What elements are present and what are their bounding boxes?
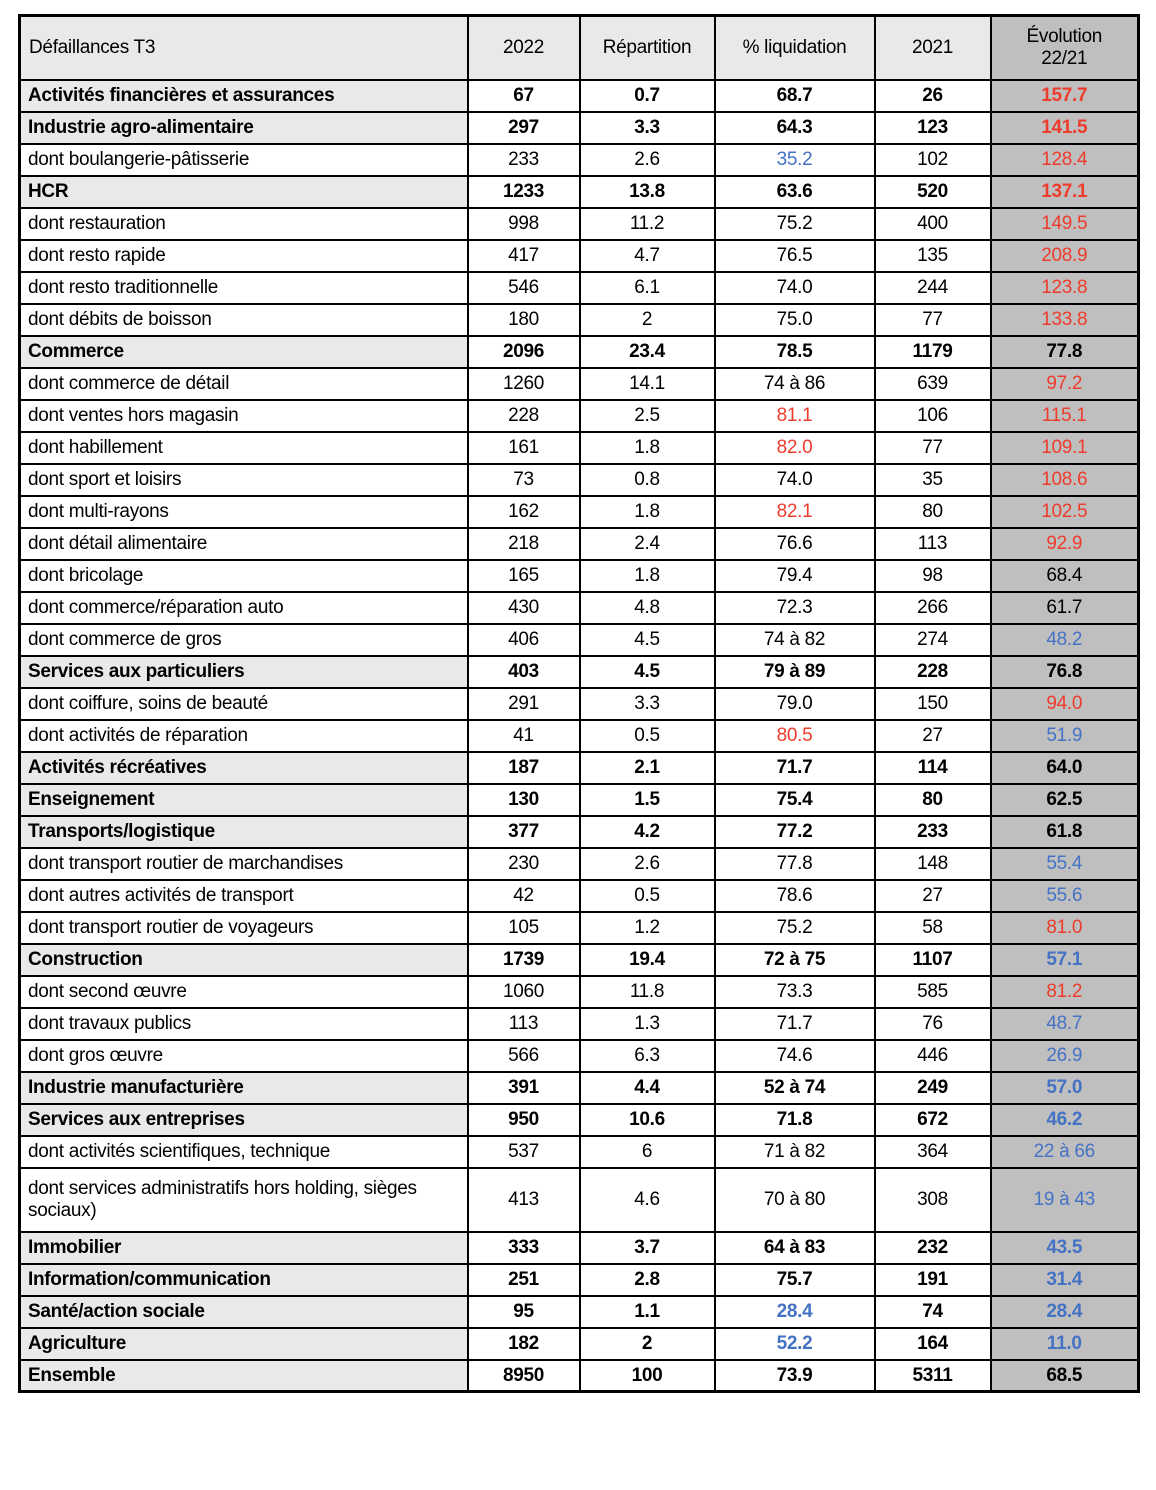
- table-row-category: [20, 336, 1139, 368]
- column-header-defaillances-t3: Défaillances T3: [20, 16, 468, 80]
- repartition-cell: 2.1: [580, 752, 715, 784]
- table-row: [20, 272, 1139, 304]
- table-row: [20, 848, 1139, 880]
- liquidation-cell: 63.6: [715, 176, 875, 208]
- table-row: [20, 912, 1139, 944]
- value-2021-cell: 446: [875, 1040, 991, 1072]
- column-header-evolution-22-21: [991, 16, 1139, 80]
- value-2022-cell: 1739: [468, 944, 580, 976]
- repartition-cell: 19.4: [580, 944, 715, 976]
- evolution-cell: 61.7: [991, 592, 1139, 624]
- value-2021-cell: 308: [875, 1168, 991, 1232]
- value-2022-cell: 413: [468, 1168, 580, 1232]
- evolution-cell: 55.4: [991, 848, 1139, 880]
- value-2021-cell: 639: [875, 368, 991, 400]
- value-2021-cell: 77: [875, 432, 991, 464]
- liquidation-cell: 82.1: [715, 496, 875, 528]
- table-row: [20, 144, 1139, 176]
- repartition-cell: 2.6: [580, 144, 715, 176]
- table-row-category: [20, 1232, 1139, 1264]
- value-2022-cell: 430: [468, 592, 580, 624]
- repartition-cell: 6.3: [580, 1040, 715, 1072]
- evolution-cell: 31.4: [991, 1264, 1139, 1296]
- evolution-cell: 26.9: [991, 1040, 1139, 1072]
- value-2022-cell: 230: [468, 848, 580, 880]
- sector-cell: Enseignement: [20, 784, 468, 816]
- evolution-cell: 81.2: [991, 976, 1139, 1008]
- value-2022-cell: 1060: [468, 976, 580, 1008]
- table-row-category: [20, 1264, 1139, 1296]
- repartition-cell: 4.4: [580, 1072, 715, 1104]
- table-row: [20, 1168, 1139, 1232]
- sector-cell: dont transport routier de voyageurs: [20, 912, 468, 944]
- value-2021-cell: 58: [875, 912, 991, 944]
- evolution-cell: 157.7: [991, 80, 1139, 112]
- table-row-category: [20, 112, 1139, 144]
- value-2021-cell: 27: [875, 720, 991, 752]
- repartition-cell: 14.1: [580, 368, 715, 400]
- sector-cell: dont resto traditionnelle: [20, 272, 468, 304]
- value-2021-cell: 585: [875, 976, 991, 1008]
- value-2021-cell: 76: [875, 1008, 991, 1040]
- sector-cell: dont commerce/réparation auto: [20, 592, 468, 624]
- value-2021-cell: 400: [875, 208, 991, 240]
- evolution-cell: 46.2: [991, 1104, 1139, 1136]
- liquidation-cell: 70 à 80: [715, 1168, 875, 1232]
- liquidation-cell: 74 à 82: [715, 624, 875, 656]
- value-2021-cell: 5311: [875, 1360, 991, 1392]
- liquidation-cell: 52.2: [715, 1328, 875, 1360]
- value-2022-cell: 403: [468, 656, 580, 688]
- evolution-cell: 68.5: [991, 1360, 1139, 1392]
- evolution-cell: 94.0: [991, 688, 1139, 720]
- sector-cell: dont restauration: [20, 208, 468, 240]
- sector-cell: dont gros œuvre: [20, 1040, 468, 1072]
- value-2021-cell: 106: [875, 400, 991, 432]
- repartition-cell: 4.2: [580, 816, 715, 848]
- sector-cell: dont sport et loisirs: [20, 464, 468, 496]
- liquidation-cell: 72 à 75: [715, 944, 875, 976]
- repartition-cell: 6: [580, 1136, 715, 1168]
- evolution-cell: 141.5: [991, 112, 1139, 144]
- table-row: [20, 208, 1139, 240]
- sector-cell: dont bricolage: [20, 560, 468, 592]
- sector-cell: dont activités de réparation: [20, 720, 468, 752]
- repartition-cell: 2: [580, 304, 715, 336]
- evolution-cell: 77.8: [991, 336, 1139, 368]
- value-2021-cell: 520: [875, 176, 991, 208]
- table-row: [20, 528, 1139, 560]
- sector-cell: dont autres activités de transport: [20, 880, 468, 912]
- value-2021-cell: 27: [875, 880, 991, 912]
- sector-cell: dont ventes hors magasin: [20, 400, 468, 432]
- value-2021-cell: 114: [875, 752, 991, 784]
- repartition-cell: 2.5: [580, 400, 715, 432]
- liquidation-cell: 74.0: [715, 272, 875, 304]
- liquidation-cell: 74.6: [715, 1040, 875, 1072]
- evolution-cell: 137.1: [991, 176, 1139, 208]
- liquidation-cell: 81.1: [715, 400, 875, 432]
- value-2021-cell: 26: [875, 80, 991, 112]
- value-2021-cell: 135: [875, 240, 991, 272]
- value-2021-cell: 35: [875, 464, 991, 496]
- evolution-header-line2: 22/21: [1041, 47, 1088, 69]
- defaillances-table: [18, 14, 1140, 1393]
- sector-cell: dont activités scientifiques, technique: [20, 1136, 468, 1168]
- evolution-cell: 76.8: [991, 656, 1139, 688]
- sector-cell: dont resto rapide: [20, 240, 468, 272]
- sector-cell: Commerce: [20, 336, 468, 368]
- value-2021-cell: 164: [875, 1328, 991, 1360]
- repartition-cell: 2.8: [580, 1264, 715, 1296]
- evolution-cell: 92.9: [991, 528, 1139, 560]
- sector-cell: Information/communication: [20, 1264, 468, 1296]
- repartition-cell: 0.8: [580, 464, 715, 496]
- liquidation-cell: 73.9: [715, 1360, 875, 1392]
- value-2022-cell: 95: [468, 1296, 580, 1328]
- table-row-category: [20, 816, 1139, 848]
- repartition-cell: 3.3: [580, 688, 715, 720]
- liquidation-cell: 28.4: [715, 1296, 875, 1328]
- value-2021-cell: 228: [875, 656, 991, 688]
- evolution-cell: 61.8: [991, 816, 1139, 848]
- table-row: [20, 880, 1139, 912]
- sector-cell: Services aux particuliers: [20, 656, 468, 688]
- sector-cell: Industrie agro-alimentaire: [20, 112, 468, 144]
- table-row: [20, 720, 1139, 752]
- evolution-cell: 11.0: [991, 1328, 1139, 1360]
- liquidation-cell: 78.6: [715, 880, 875, 912]
- table-row-category: [20, 1360, 1139, 1392]
- repartition-cell: 6.1: [580, 272, 715, 304]
- liquidation-cell: 75.7: [715, 1264, 875, 1296]
- table-row: [20, 592, 1139, 624]
- value-2022-cell: 251: [468, 1264, 580, 1296]
- liquidation-cell: 71.7: [715, 1008, 875, 1040]
- column-header-repartition: Répartition: [580, 16, 715, 80]
- liquidation-cell: 71.8: [715, 1104, 875, 1136]
- value-2022-cell: 165: [468, 560, 580, 592]
- table-row-category: [20, 1072, 1139, 1104]
- evolution-cell: 115.1: [991, 400, 1139, 432]
- sector-cell: Activités financières et assurances: [20, 80, 468, 112]
- value-2022-cell: 8950: [468, 1360, 580, 1392]
- liquidation-cell: 79 à 89: [715, 656, 875, 688]
- evolution-cell: 109.1: [991, 432, 1139, 464]
- table-row: [20, 304, 1139, 336]
- repartition-cell: 11.2: [580, 208, 715, 240]
- value-2021-cell: 1179: [875, 336, 991, 368]
- value-2021-cell: 80: [875, 784, 991, 816]
- table-row: [20, 560, 1139, 592]
- value-2022-cell: 73: [468, 464, 580, 496]
- value-2021-cell: 102: [875, 144, 991, 176]
- value-2022-cell: 406: [468, 624, 580, 656]
- sector-cell: dont services administratifs hors holding, sièges sociaux): [20, 1168, 468, 1232]
- value-2022-cell: 998: [468, 208, 580, 240]
- sector-cell: dont boulangerie-pâtisserie: [20, 144, 468, 176]
- liquidation-cell: 73.3: [715, 976, 875, 1008]
- repartition-cell: 11.8: [580, 976, 715, 1008]
- sector-cell: Services aux entreprises: [20, 1104, 468, 1136]
- value-2021-cell: 672: [875, 1104, 991, 1136]
- sector-cell: dont travaux publics: [20, 1008, 468, 1040]
- liquidation-cell: 78.5: [715, 336, 875, 368]
- repartition-cell: 13.8: [580, 176, 715, 208]
- evolution-cell: 68.4: [991, 560, 1139, 592]
- sector-cell: dont habillement: [20, 432, 468, 464]
- evolution-cell: 28.4: [991, 1296, 1139, 1328]
- table-row-category: [20, 656, 1139, 688]
- sector-cell: Activités récréatives: [20, 752, 468, 784]
- value-2022-cell: 2096: [468, 336, 580, 368]
- table-row: [20, 1136, 1139, 1168]
- table-row: [20, 432, 1139, 464]
- value-2022-cell: 417: [468, 240, 580, 272]
- repartition-cell: 1.8: [580, 432, 715, 464]
- evolution-header-line1: Évolution: [1026, 26, 1102, 48]
- liquidation-cell: 76.6: [715, 528, 875, 560]
- sector-cell: dont détail alimentaire: [20, 528, 468, 560]
- value-2021-cell: 74: [875, 1296, 991, 1328]
- table-row-category: [20, 176, 1139, 208]
- value-2022-cell: 537: [468, 1136, 580, 1168]
- evolution-cell: 48.2: [991, 624, 1139, 656]
- sector-cell: dont coiffure, soins de beauté: [20, 688, 468, 720]
- repartition-cell: 0.5: [580, 880, 715, 912]
- evolution-cell: 22 à 66: [991, 1136, 1139, 1168]
- repartition-cell: 23.4: [580, 336, 715, 368]
- value-2022-cell: 187: [468, 752, 580, 784]
- liquidation-cell: 71 à 82: [715, 1136, 875, 1168]
- repartition-cell: 4.7: [580, 240, 715, 272]
- value-2021-cell: 148: [875, 848, 991, 880]
- table-row: [20, 1040, 1139, 1072]
- repartition-cell: 1.1: [580, 1296, 715, 1328]
- value-2022-cell: 333: [468, 1232, 580, 1264]
- evolution-cell: 133.8: [991, 304, 1139, 336]
- table-row-category: [20, 944, 1139, 976]
- repartition-cell: 3.7: [580, 1232, 715, 1264]
- value-2022-cell: 546: [468, 272, 580, 304]
- table-row-category: [20, 1296, 1139, 1328]
- table-row: [20, 400, 1139, 432]
- sector-cell: dont commerce de détail: [20, 368, 468, 400]
- liquidation-cell: 76.5: [715, 240, 875, 272]
- sector-cell: dont débits de boisson: [20, 304, 468, 336]
- sector-cell: Transports/logistique: [20, 816, 468, 848]
- liquidation-cell: 77.2: [715, 816, 875, 848]
- value-2022-cell: 1233: [468, 176, 580, 208]
- sector-cell: Ensemble: [20, 1360, 468, 1392]
- liquidation-cell: 80.5: [715, 720, 875, 752]
- value-2021-cell: 191: [875, 1264, 991, 1296]
- sector-cell: Immobilier: [20, 1232, 468, 1264]
- sector-cell: dont commerce de gros: [20, 624, 468, 656]
- value-2022-cell: 391: [468, 1072, 580, 1104]
- value-2021-cell: 266: [875, 592, 991, 624]
- repartition-cell: 1.5: [580, 784, 715, 816]
- liquidation-cell: 52 à 74: [715, 1072, 875, 1104]
- value-2021-cell: 123: [875, 112, 991, 144]
- sector-cell: dont multi-rayons: [20, 496, 468, 528]
- evolution-cell: 123.8: [991, 272, 1139, 304]
- value-2021-cell: 1107: [875, 944, 991, 976]
- value-2021-cell: 80: [875, 496, 991, 528]
- value-2022-cell: 297: [468, 112, 580, 144]
- sector-cell: dont second œuvre: [20, 976, 468, 1008]
- repartition-cell: 100: [580, 1360, 715, 1392]
- liquidation-cell: 77.8: [715, 848, 875, 880]
- value-2022-cell: 218: [468, 528, 580, 560]
- column-header-2021: 2021: [875, 16, 991, 80]
- table-row: [20, 688, 1139, 720]
- sector-cell: HCR: [20, 176, 468, 208]
- liquidation-cell: 75.2: [715, 208, 875, 240]
- evolution-cell: 108.6: [991, 464, 1139, 496]
- table-row: [20, 976, 1139, 1008]
- value-2022-cell: 42: [468, 880, 580, 912]
- liquidation-cell: 72.3: [715, 592, 875, 624]
- liquidation-cell: 82.0: [715, 432, 875, 464]
- sector-cell: Santé/action sociale: [20, 1296, 468, 1328]
- liquidation-cell: 75.2: [715, 912, 875, 944]
- value-2022-cell: 113: [468, 1008, 580, 1040]
- value-2022-cell: 377: [468, 816, 580, 848]
- evolution-cell: 51.9: [991, 720, 1139, 752]
- repartition-cell: 0.5: [580, 720, 715, 752]
- liquidation-cell: 74.0: [715, 464, 875, 496]
- evolution-cell: 48.7: [991, 1008, 1139, 1040]
- evolution-cell: 102.5: [991, 496, 1139, 528]
- value-2022-cell: 1260: [468, 368, 580, 400]
- repartition-cell: 2: [580, 1328, 715, 1360]
- table-row-category: [20, 1328, 1139, 1360]
- table-row: [20, 1008, 1139, 1040]
- value-2022-cell: 233: [468, 144, 580, 176]
- liquidation-cell: 64 à 83: [715, 1232, 875, 1264]
- value-2022-cell: 130: [468, 784, 580, 816]
- value-2022-cell: 41: [468, 720, 580, 752]
- liquidation-cell: 68.7: [715, 80, 875, 112]
- value-2021-cell: 249: [875, 1072, 991, 1104]
- value-2021-cell: 364: [875, 1136, 991, 1168]
- table-row: [20, 464, 1139, 496]
- value-2022-cell: 180: [468, 304, 580, 336]
- repartition-cell: 4.6: [580, 1168, 715, 1232]
- repartition-cell: 1.3: [580, 1008, 715, 1040]
- table-row-category: [20, 1104, 1139, 1136]
- value-2021-cell: 77: [875, 304, 991, 336]
- evolution-cell: 149.5: [991, 208, 1139, 240]
- value-2021-cell: 244: [875, 272, 991, 304]
- liquidation-cell: 64.3: [715, 112, 875, 144]
- value-2021-cell: 113: [875, 528, 991, 560]
- value-2022-cell: 67: [468, 80, 580, 112]
- sector-cell: Industrie manufacturière: [20, 1072, 468, 1104]
- repartition-cell: 10.6: [580, 1104, 715, 1136]
- table-row-category: [20, 784, 1139, 816]
- evolution-cell: 57.1: [991, 944, 1139, 976]
- value-2021-cell: 150: [875, 688, 991, 720]
- value-2022-cell: 161: [468, 432, 580, 464]
- table-row: [20, 624, 1139, 656]
- repartition-cell: 1.8: [580, 496, 715, 528]
- liquidation-cell: 79.4: [715, 560, 875, 592]
- evolution-cell: 62.5: [991, 784, 1139, 816]
- repartition-cell: 4.5: [580, 624, 715, 656]
- repartition-cell: 4.8: [580, 592, 715, 624]
- table-row: [20, 368, 1139, 400]
- value-2022-cell: 566: [468, 1040, 580, 1072]
- value-2021-cell: 233: [875, 816, 991, 848]
- evolution-cell: 81.0: [991, 912, 1139, 944]
- sector-cell: Agriculture: [20, 1328, 468, 1360]
- column-header-pct-liquidation: % liquidation: [715, 16, 875, 80]
- evolution-cell: 43.5: [991, 1232, 1139, 1264]
- liquidation-cell: 79.0: [715, 688, 875, 720]
- table-row-category: [20, 752, 1139, 784]
- evolution-cell: 19 à 43: [991, 1168, 1139, 1232]
- liquidation-cell: 75.4: [715, 784, 875, 816]
- repartition-cell: 2.6: [580, 848, 715, 880]
- evolution-cell: 55.6: [991, 880, 1139, 912]
- repartition-cell: 3.3: [580, 112, 715, 144]
- value-2022-cell: 105: [468, 912, 580, 944]
- sector-cell: dont transport routier de marchandises: [20, 848, 468, 880]
- value-2021-cell: 274: [875, 624, 991, 656]
- liquidation-cell: 71.7: [715, 752, 875, 784]
- value-2022-cell: 950: [468, 1104, 580, 1136]
- value-2022-cell: 291: [468, 688, 580, 720]
- header-row: [20, 16, 1139, 80]
- value-2021-cell: 232: [875, 1232, 991, 1264]
- table-row: [20, 496, 1139, 528]
- evolution-cell: 57.0: [991, 1072, 1139, 1104]
- value-2022-cell: 162: [468, 496, 580, 528]
- evolution-cell: 128.4: [991, 144, 1139, 176]
- table-row-category: [20, 80, 1139, 112]
- liquidation-cell: 75.0: [715, 304, 875, 336]
- repartition-cell: 0.7: [580, 80, 715, 112]
- table-row: [20, 240, 1139, 272]
- value-2022-cell: 182: [468, 1328, 580, 1360]
- repartition-cell: 2.4: [580, 528, 715, 560]
- value-2021-cell: 98: [875, 560, 991, 592]
- evolution-cell: 64.0: [991, 752, 1139, 784]
- liquidation-cell: 35.2: [715, 144, 875, 176]
- repartition-cell: 1.2: [580, 912, 715, 944]
- liquidation-cell: 74 à 86: [715, 368, 875, 400]
- sector-cell: Construction: [20, 944, 468, 976]
- evolution-cell: 97.2: [991, 368, 1139, 400]
- repartition-cell: 1.8: [580, 560, 715, 592]
- column-header-2022: 2022: [468, 16, 580, 80]
- evolution-cell: 208.9: [991, 240, 1139, 272]
- value-2022-cell: 228: [468, 400, 580, 432]
- repartition-cell: 4.5: [580, 656, 715, 688]
